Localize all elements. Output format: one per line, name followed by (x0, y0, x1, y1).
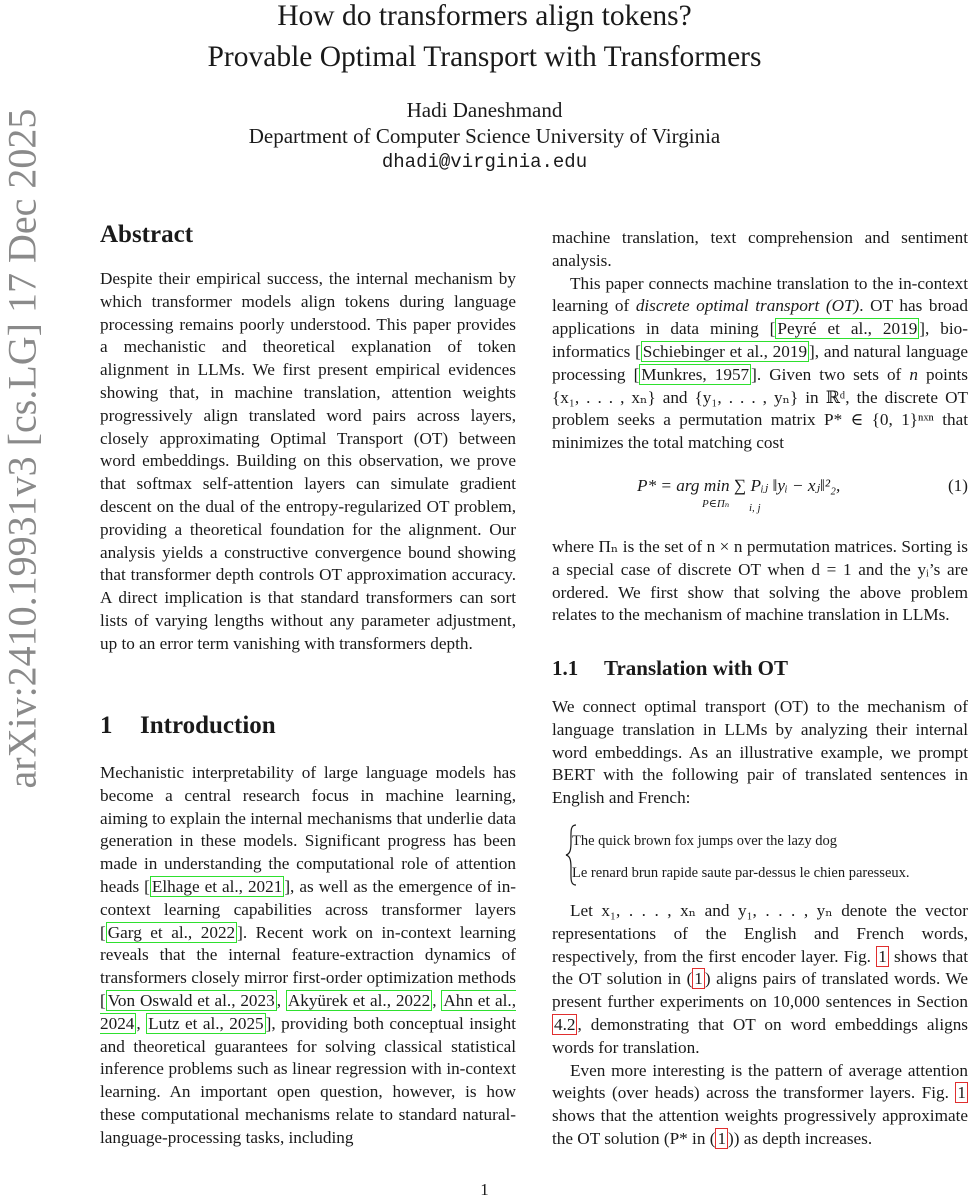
subsection-heading-translation-with-ot (552, 656, 788, 681)
abstract-paragraph: Despite their empirical success, the internal mechanism by which transformer models align tokens during language processing remains poorly understood. This paper provides a mechanistic and theoretical explanation of token alignment in LLMs. We first present empirical evidences showing that, in machine translation, attention weights progressively align translated word pairs across layers, closely approximating Optimal Transport (OT) between word embeddings. Building on this observation, we prove that softmax self-attention layers can simulate gradient descent on the dual of the entropy-regularized OT problem, providing a theoretical foundation for the alignment. Our analysis yields a constructive convergence bound showing that transformer depth controls OT approximation accuracy. A direct implication is that standard transformers can sort lists of varying lengths without any parameter adjustment, up to an error term vanishing with transformers depth. (100, 269, 516, 653)
intro-paragraph-1-continued: machine translation, text comprehension and sentiment analysis. (552, 228, 968, 270)
intro-paragraph-1 (100, 762, 516, 1150)
author-email[interactable]: dhadi@virginia.edu (381, 151, 588, 173)
citation-link[interactable]: Akyürek et al., 2022 (287, 990, 431, 1010)
section-reference-link[interactable]: 4.2 (554, 1014, 576, 1034)
intro-text: Mechanistic interpretability of large language models has become a central research focus in machine learning, aiming to explain the internal mechanisms that underlie data generation in these models. Significant progress has been made in understanding the computational role of attention heads [ (100, 763, 516, 896)
author-affiliation: Department of Computer Science University of Virginia (248, 124, 721, 148)
arxiv-stamp: arXiv:2410.19931v3 [cs.LG] 17 Dec 2025 (0, 108, 45, 789)
abstract-heading: Abstract (100, 221, 194, 248)
subsection-text: shows that the OT solution in ( (552, 946, 968, 989)
citation-link[interactable]: Schiebinger et al., 2019 (642, 341, 808, 361)
title-line-2: Provable Optimal Transport with Transformers (207, 41, 762, 73)
equation-reference-link[interactable]: 1 (717, 1128, 727, 1148)
subsection-text: shows that the attention weights progressively approximate the OT solution (P* in ( (552, 1106, 968, 1148)
section-title: Introduction (140, 712, 276, 739)
equation-label: (1) (947, 476, 968, 495)
intro-text: ], and natural language processing [ (552, 341, 969, 384)
emphasis-text: discrete optimal transport (OT) (635, 296, 860, 316)
abstract-text (100, 268, 516, 656)
intro-text: ], providing both conceptual insight and theoretical guarantees for solving classical statistical inference problems such as linear regression with in-context learning. An important open question, however, is how these computational mechanisms relate to standard natural-language-processing tasks, including (100, 1013, 517, 1147)
intro-text: points {x₁, . . . , xₙ} and {y₁, . . . , yₙ} in ℝᵈ, the discrete OT problem seeks a permutation matrix P* ∈ {0, 1}ⁿˣⁿ that minimizes the total matching cost (552, 364, 968, 453)
sentence-french: Le renard brun rapide saute par-dessus le chien paresseux. (572, 865, 910, 881)
figure-reference-link[interactable]: 1 (878, 946, 887, 966)
equation-sum-subscript: i, j (749, 502, 761, 514)
subsection-title: Translation with OT (604, 656, 788, 680)
citation-link[interactable]: Von Oswald et al., 2023 (107, 990, 275, 1010)
citation-link[interactable]: Garg et al., 2022 (107, 922, 236, 942)
equation-1 (552, 472, 968, 522)
sentence-english: The quick brown fox jumps over the lazy dog (572, 833, 837, 849)
subsection-paragraphs (552, 900, 968, 1151)
citation-link[interactable]: Ahn et al., 2024 (100, 990, 516, 1033)
intro-text: , (136, 1013, 147, 1033)
citation-link[interactable]: Elhage et al., 2021 (151, 876, 283, 896)
example-sentences (572, 825, 910, 889)
subsection-paragraph-2 (552, 900, 968, 1060)
intro-text: , (432, 990, 442, 1010)
page-number: 1 (480, 1180, 489, 1199)
author-block (0, 97, 969, 175)
figure-reference-link[interactable]: 1 (957, 1083, 966, 1103)
intro-text: This paper connects machine translation to the in-context learning of (552, 273, 968, 316)
author-name: Hadi Daneshmand (406, 98, 563, 122)
citation-link[interactable]: Peyré et al., 2019 (777, 319, 918, 339)
intro-text: ], bio-informatics [ (552, 319, 968, 361)
equation-min-subscript: P∈Πₙ (702, 498, 730, 510)
math-variable: n (909, 364, 918, 384)
subsection-number: 1.1 (552, 656, 579, 680)
intro-text: ], as well as the emergence of in-context learning capabilities across transformer layers [ (100, 876, 517, 942)
title-line-1: How do transformers align tokens? (277, 0, 692, 32)
subsection-text: )) as depth increases. (728, 1128, 873, 1148)
intro-text: ]. Recent work on in-context learning reveals that the internal feature-extraction dynamics of transformers closely mirror first-order optimization methods [ (100, 922, 517, 1010)
subsection-text: Even more interesting is the pattern of average attention weights (over heads) across the transformer layers. Fig. (552, 1060, 968, 1103)
equation-reference-link[interactable]: 1 (694, 969, 703, 989)
citation-link[interactable]: Munkres, 1957 (641, 364, 750, 384)
intro-paragraph-2 (552, 273, 968, 455)
subsection-text: We connect optimal transport (OT) to the mechanism of language translation in LLMs by analyzing their internal word embeddings. As an illustrative example, we prompt BERT with the following pair of translated sentences in English and French: (552, 697, 968, 808)
paper-title (0, 0, 969, 78)
intro-text: . OT has broad applications in data mining [ (552, 296, 968, 339)
equation-body: P* = arg min ∑ Pᵢⱼ ‖yᵢ − xⱼ‖²₂, (637, 476, 841, 495)
section-heading-introduction (100, 712, 276, 740)
subsection-paragraph-1 (552, 696, 968, 810)
right-column-top (552, 227, 968, 455)
citation-link[interactable]: Lutz et al., 2025 (148, 1013, 264, 1033)
subsection-text: , demonstrating that OT on word embeddings aligns words for translation. (552, 1014, 968, 1057)
intro-text: ]. Given two sets of (751, 364, 910, 384)
intro-text: where Πₙ is the set of n × n permutation matrices. Sorting is a special case of discrete OT when d = 1 and the yᵢ’s are ordered. We first show that solving the above problem relates to the mechanism of machine translation in LLMs. (552, 537, 968, 625)
subsection-text: Let x₁, . . . , xₙ and y₁, . . . , yₙ denote the vector representations of the English and French words, respectively, from the first encoder layer. Fig. (552, 901, 968, 966)
intro-paragraph-3 (552, 536, 968, 627)
subsection-text: ) aligns pairs of translated words. We present further experiments on 10,000 sentences in Section (552, 969, 968, 1012)
intro-text: , (276, 990, 286, 1010)
subsection-paragraph-3 (552, 1060, 968, 1151)
section-number: 1 (100, 712, 113, 739)
